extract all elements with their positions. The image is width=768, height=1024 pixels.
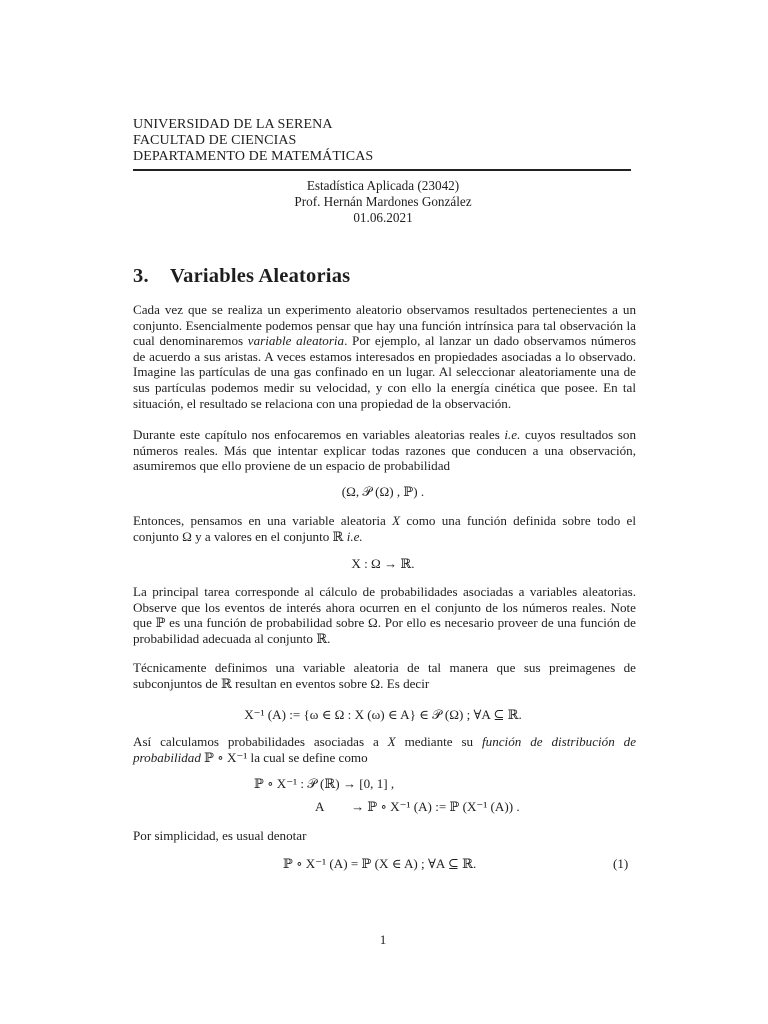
header-rule [133,169,631,171]
equation-distribution-line1: ℙ ∘ X⁻¹ : 𝒫 (ℝ) → [0, 1] , [254,776,395,791]
equation-preimage: X⁻¹ (A) := {ω ∈ Ω : X (ω) ∈ A} ∈ 𝒫 (Ω) ; ∀A ⊆ ℝ. [244,707,522,722]
paragraph-text: Cada vez que se realiza un experimento aleatorio observamos resultados pertenecientes a un conjunto. Esencialmente podemos pensar que hay una función intrínsica para tal observación la cual denominaremos [133,302,636,349]
paragraph-real-variables [133,427,636,474]
math-variable: X [387,734,396,749]
emphasis-text: i.e. [504,427,521,442]
paragraph-distribution [133,734,636,765]
equation-distribution-line2-rhs: → ℙ ∘ X⁻¹ (A) := ℙ (X⁻¹ (A)) . [351,799,520,814]
equation-notation: ℙ ∘ X⁻¹ (A) = ℙ (X ∈ A) ; ∀A ⊆ ℝ. [283,856,477,871]
paragraph-preimages: Técnicamente definimos una variable aleatoria de tal manera que sus preimagenes de subconjuntos de ℝ resultan en eventos sobre Ω. Es decir [133,660,636,691]
paragraph-text: . Por ejemplo, al lanzar un dado observamos números de acuerdo a sus aristas. A veces estamos interesados en propiedades asociadas a lo observado. Imagine las partículas de una gas confinado en un lugar. Al seleccionar aleatoriamente una de sus partículas podemos medir su velocidad, y con ello la energía cinética que posee. En tal situación, el resultado se relaciona con una propiedad de la observación. [133,333,636,411]
paragraph-text: como una función definida sobre todo el conjunto Ω y a valores en el conjunto ℝ [133,513,636,544]
paragraph-notation: Por simplicidad, es usual denotar [133,828,307,843]
paragraph-text: Durante este capítulo nos enfocaremos en variables aleatorias reales [133,427,505,442]
emphasis-text: i.e. [346,528,363,544]
paragraph-text: cuyos resultados son números reales. Más que intentar explicar todas razones que conducen a una observación, asumiremos que ello proviene de un espacio de probabilidad [133,427,636,474]
section-number: 3. [133,265,149,287]
section-heading [133,265,350,288]
paragraph-probabilities: La principal tarea corresponde al cálculo de probabilidades asociadas a variables aleatorias. Observe que los eventos de interés ahora ocurren en el conjunto de los números reales. Note que ℙ es una función de probabilidad sobre Ω. Por ello es necesario proveer de una función de probabilidad adecuada al conjunto ℝ. [133,584,636,646]
equation-mapping: X : Ω → ℝ. [351,556,415,571]
paragraph-text: mediante su [395,734,483,749]
faculty-name: FACULTAD DE CIENCIAS [133,133,297,148]
professor-name: Prof. Hernán Mardones González [294,194,472,209]
paragraph-text: Así calculamos probabilidades asociadas a [133,734,388,749]
paragraph-intro [133,302,636,411]
document-date: 01.06.2021 [353,210,413,225]
emphasis-text: función de distribución de probabilidad [133,734,636,765]
equation-distribution-line2-lhs: A [315,799,325,814]
section-title: Variables Aleatorias [170,265,351,287]
math-variable: X [392,513,401,528]
department-name: DEPARTAMENTO DE MATEMÁTICAS [133,149,374,164]
emphasis-text: variable aleatoria [247,333,345,349]
paragraph-definition [133,513,636,544]
course-name: Estadística Aplicada (23042) [306,178,460,193]
paragraph-text: Entonces, pensamos en una variable aleatoria [133,513,393,528]
university-name: UNIVERSIDAD DE LA SERENA [133,117,333,132]
equation-probability-space: (Ω, 𝒫 (Ω) , ℙ) . [341,484,425,499]
page-number: 1 [379,932,387,947]
paragraph-text: ℙ ∘ X⁻¹ la cual se define como [200,749,368,765]
equation-number: (1) [613,856,629,871]
